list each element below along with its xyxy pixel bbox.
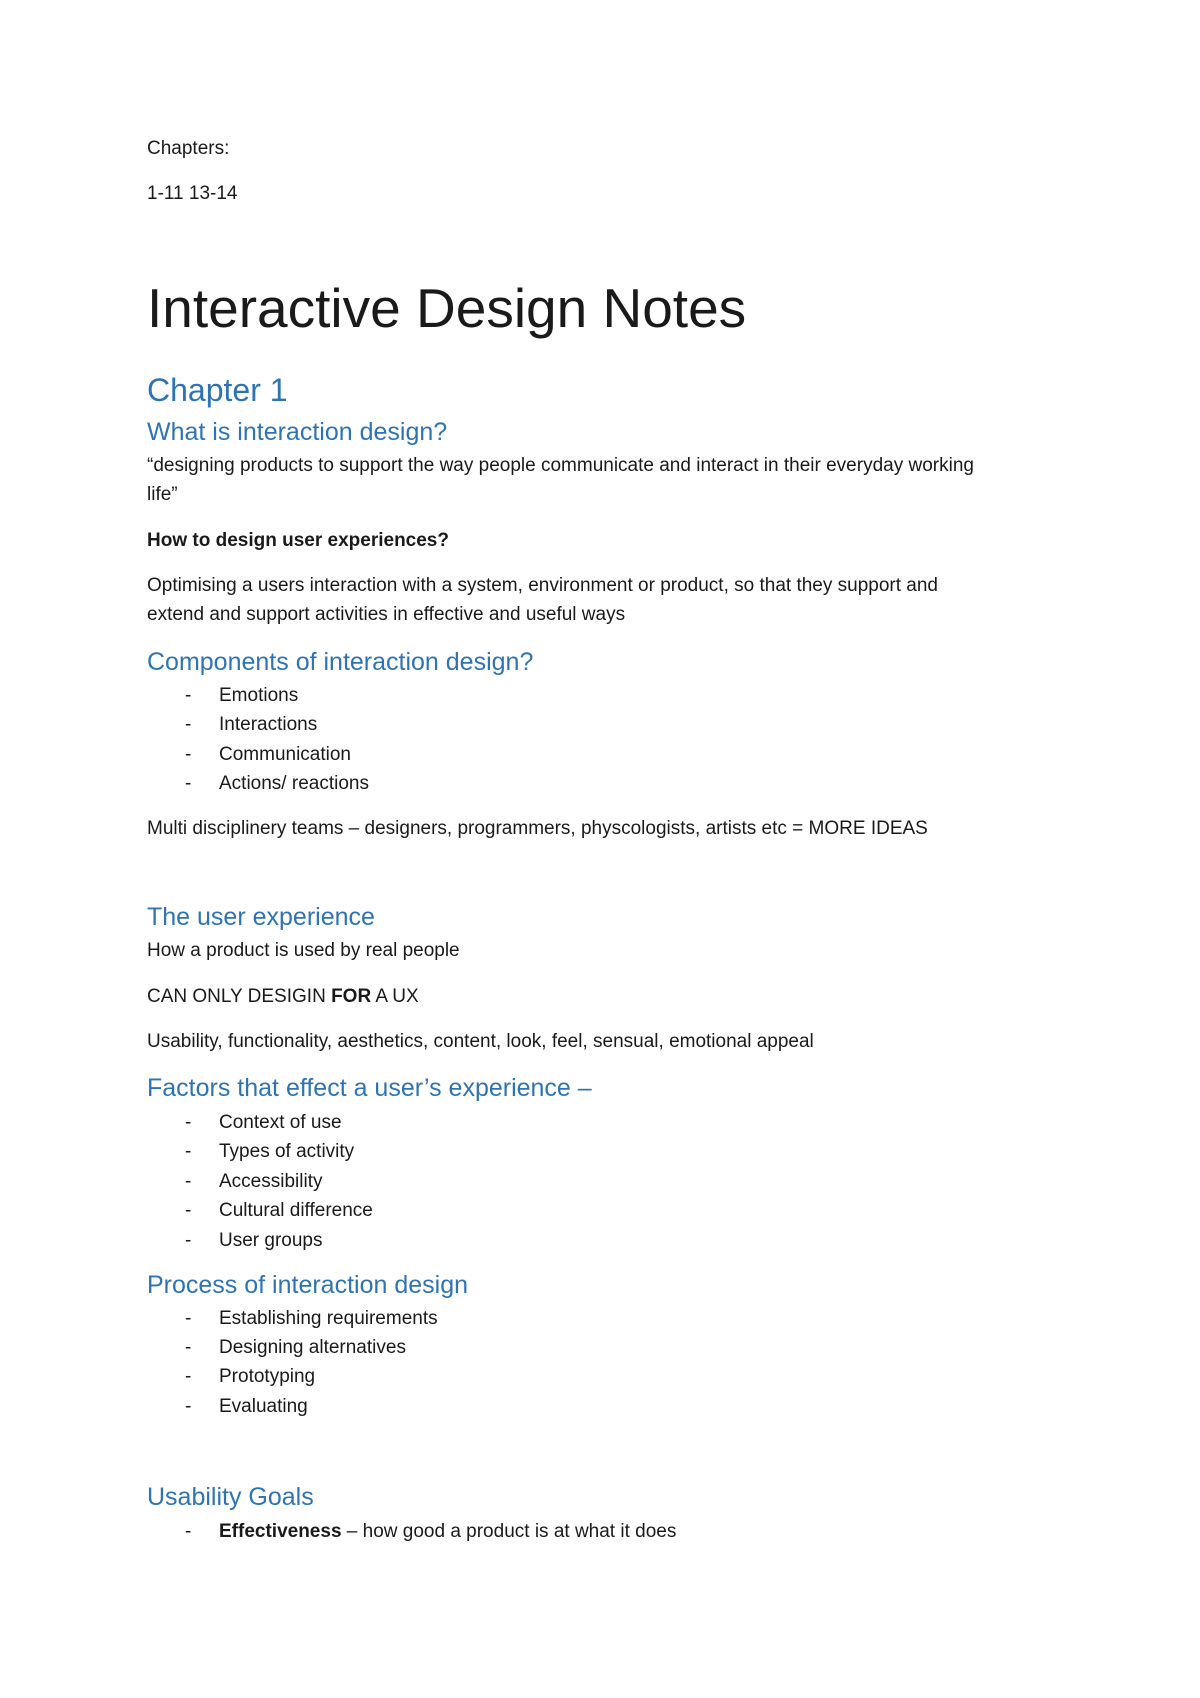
user-experience-heading: The user experience	[147, 903, 375, 931]
bullet-dash: -	[185, 744, 192, 765]
list-item-text: Establishing requirements	[219, 1308, 438, 1329]
definition-quote-line-2: life”	[147, 484, 178, 505]
document-title: Interactive Design Notes	[147, 277, 747, 339]
bullet-dash: -	[185, 1308, 192, 1329]
list-item-text: Communication	[219, 744, 351, 765]
bullet-dash: -	[185, 1230, 192, 1251]
bullet-dash: -	[185, 1200, 192, 1221]
list-item-text: Emotions	[219, 685, 299, 706]
list-item-text: Prototyping	[219, 1366, 316, 1387]
list-item-text: Evaluating	[219, 1396, 308, 1417]
list-item-text: Types of activity	[219, 1141, 355, 1162]
usability-goal-term: Effectiveness	[219, 1521, 342, 1542]
how-to-design-line-2: extend and support activities in effective and useful ways	[147, 604, 626, 625]
document-page	[147, 0, 1067, 1698]
bullet-dash: -	[185, 773, 192, 794]
user-experience-line-1: How a product is used by real people	[147, 940, 460, 961]
how-to-design-line-1: Optimising a users interaction with a system, environment or product, so that they support and	[147, 575, 938, 596]
line-2-bold-word: FOR	[331, 986, 372, 1007]
line-2-text-before: CAN ONLY DESIGIN	[147, 986, 332, 1007]
bullet-dash: -	[185, 1171, 192, 1192]
list-item-text: Context of use	[219, 1112, 342, 1133]
bullet-dash: -	[185, 685, 192, 706]
user-experience-line-2	[147, 986, 419, 1008]
list-item-text: Cultural difference	[219, 1200, 373, 1221]
multidisciplinary-note: Multi disciplinery teams – designers, programmers, physcologists, artists etc = MORE IDEAS	[147, 818, 928, 839]
bullet-dash: -	[185, 1396, 192, 1417]
chapter-1-heading: Chapter 1	[147, 372, 288, 408]
bullet-dash: -	[185, 1366, 192, 1387]
bullet-dash: -	[185, 714, 192, 735]
what-is-interaction-design-heading: What is interaction design?	[147, 418, 448, 446]
list-item-text: Actions/ reactions	[219, 773, 369, 794]
process-heading: Process of interaction design	[147, 1271, 469, 1299]
line-2-text-after: A UX	[371, 986, 419, 1007]
bullet-dash: -	[185, 1337, 192, 1358]
bullet-dash: -	[185, 1141, 192, 1162]
usability-goals-heading: Usability Goals	[147, 1483, 314, 1511]
how-to-design-heading: How to design user experiences?	[147, 530, 449, 551]
chapters-range: 1-11 13-14	[147, 183, 238, 204]
list-item-text	[219, 1521, 676, 1543]
bullet-dash: -	[185, 1112, 192, 1133]
bullet-dash: -	[185, 1521, 192, 1542]
list-item-text: User groups	[219, 1230, 323, 1251]
components-heading: Components of interaction design?	[147, 648, 534, 676]
list-item-text: Designing alternatives	[219, 1337, 406, 1358]
chapters-label: Chapters:	[147, 138, 230, 159]
list-item-text: Interactions	[219, 714, 318, 735]
list-item-text: Accessibility	[219, 1171, 323, 1192]
definition-quote-line-1: “designing products to support the way people communicate and interact in their everyday working	[147, 455, 974, 476]
factors-heading: Factors that effect a user’s experience –	[147, 1074, 592, 1102]
user-experience-line-3: Usability, functionality, aesthetics, content, look, feel, sensual, emotional appeal	[147, 1031, 814, 1052]
usability-goal-description: – how good a product is at what it does	[341, 1521, 677, 1542]
